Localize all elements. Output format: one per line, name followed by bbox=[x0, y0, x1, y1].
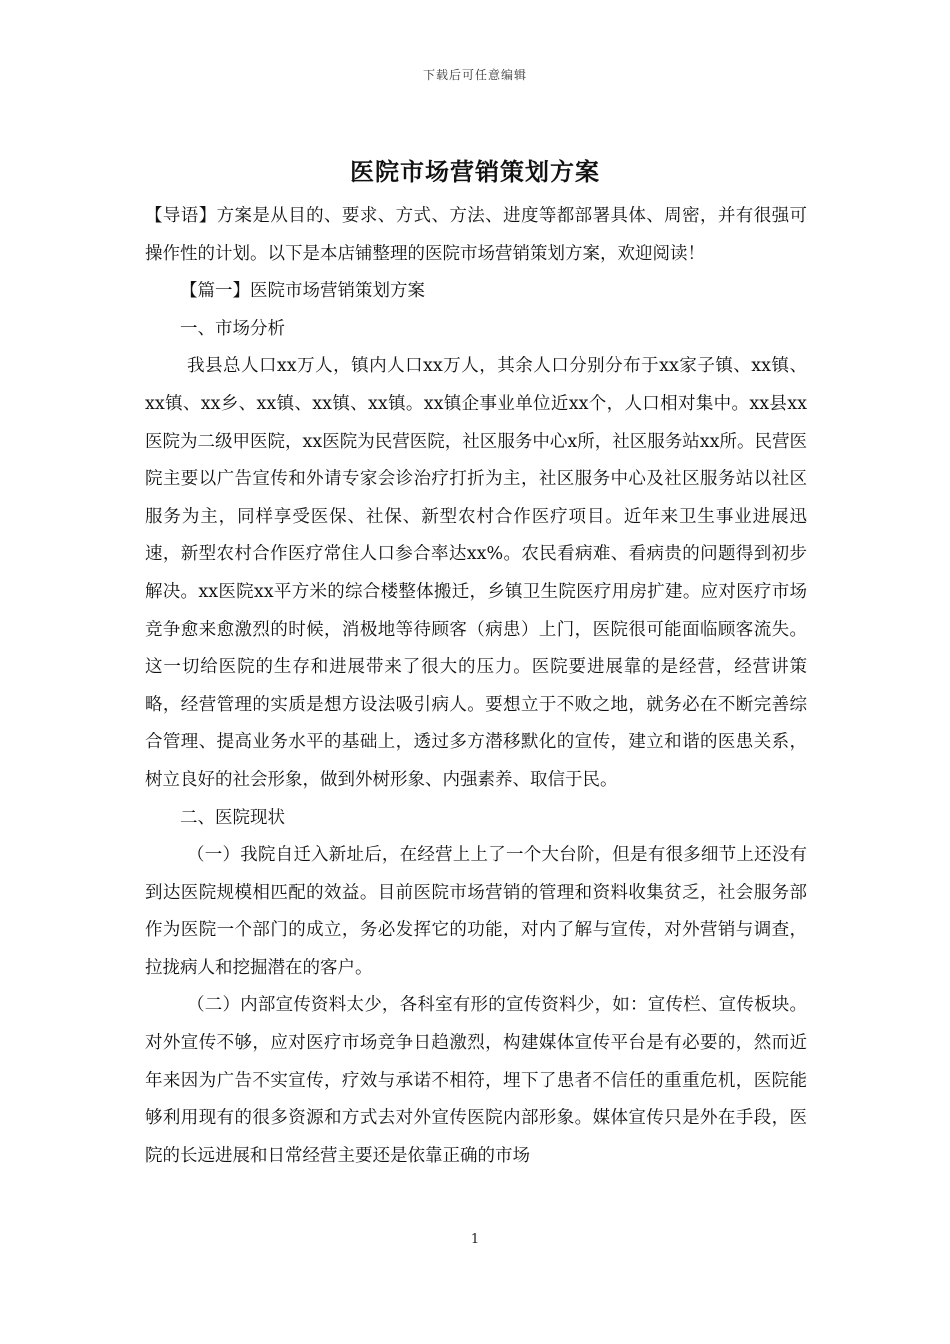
paragraph-status-1: （一）我院自迁入新址后，在经营上上了一个大台阶，但是有很多细节上还没有到达医院规模相匹配的效益。目前医院市场营销的管理和资料收集贫乏，社会服务部作为医院一个部门的成立，务必发挥它的功能，对内了解与宣传，对外营销与调查，拉拢病人和挖掘潜在的客户。 bbox=[145, 845, 807, 978]
heading-market-analysis: 一、市场分析 bbox=[180, 318, 285, 339]
heading-hospital-status: 二、医院现状 bbox=[180, 807, 285, 828]
document-body bbox=[145, 198, 807, 1175]
section-label: 【篇一】医院市场营销策划方案 bbox=[180, 281, 425, 302]
page-number: 1 bbox=[470, 1232, 480, 1247]
header-note: 下载后可任意编辑 bbox=[422, 68, 527, 82]
intro-paragraph: 【导语】方案是从目的、要求、方式、方法、进度等都部署具体、周密，并有很强可操作性的计划。以下是本店铺整理的医院市场营销策划方案，欢迎阅读！ bbox=[145, 206, 807, 264]
paragraph-status-2: （二）内部宣传资料太少，各科室有形的宣传资料少，如：宣传栏、宣传板块。对外宣传不够，应对医疗市场竞争日趋激烈，构建媒体宣传平台是有必要的，然而近年来因为广告不实宣传，疗效与承诺不相符，埋下了患者不信任的重重危机，医院能够利用现有的很多资源和方式去对外宣传医院内部形象。媒体宣传只是外在手段，医院的长远进展和日常经营主要还是依靠正确的市场 bbox=[145, 995, 807, 1166]
document-title: 医院市场营销策划方案 bbox=[350, 157, 600, 186]
paragraph-market-analysis: 我县总人口xx万人，镇内人口xx万人，其余人口分别分布于xx家子镇、xx镇、xx镇、xx乡、xx镇、xx镇、xx镇。xx镇企事业单位近xx个，人口相对集中。xx县xx医院为二级甲医院，xx医院为民营医院，社区服务中心x所，社区服务站xx所。民营医院主要以广告宣传和外请专家会诊治疗打折为主，社区服务中心及社区服务站以社区服务为主，同样享受医保、社保、新型农村合作医疗项目。近年来卫生事业进展迅速，新型农村合作医疗常住人口参合率达xx%。农民看病难、看病贵的问题得到初步解决。xx医院xx平方米的综合楼整体搬迁，乡镇卫生院医疗用房扩建。应对医疗市场竞争愈来愈激烈的时候，消极地等待顾客（病患）上门，医院很可能面临顾客流失。这一切给医院的生存和进展带来了很大的压力。医院要进展靠的是经营，经营讲策略，经营管理的实质是想方设法吸引病人。要想立于不败之地，就务必在不断完善综合管理、提高业务水平的基础上，透过多方潜移默化的宣传，建立和谐的医患关系，树立良好的社会形象，做到外树形象、内强素养、取信于民。 bbox=[145, 356, 807, 790]
